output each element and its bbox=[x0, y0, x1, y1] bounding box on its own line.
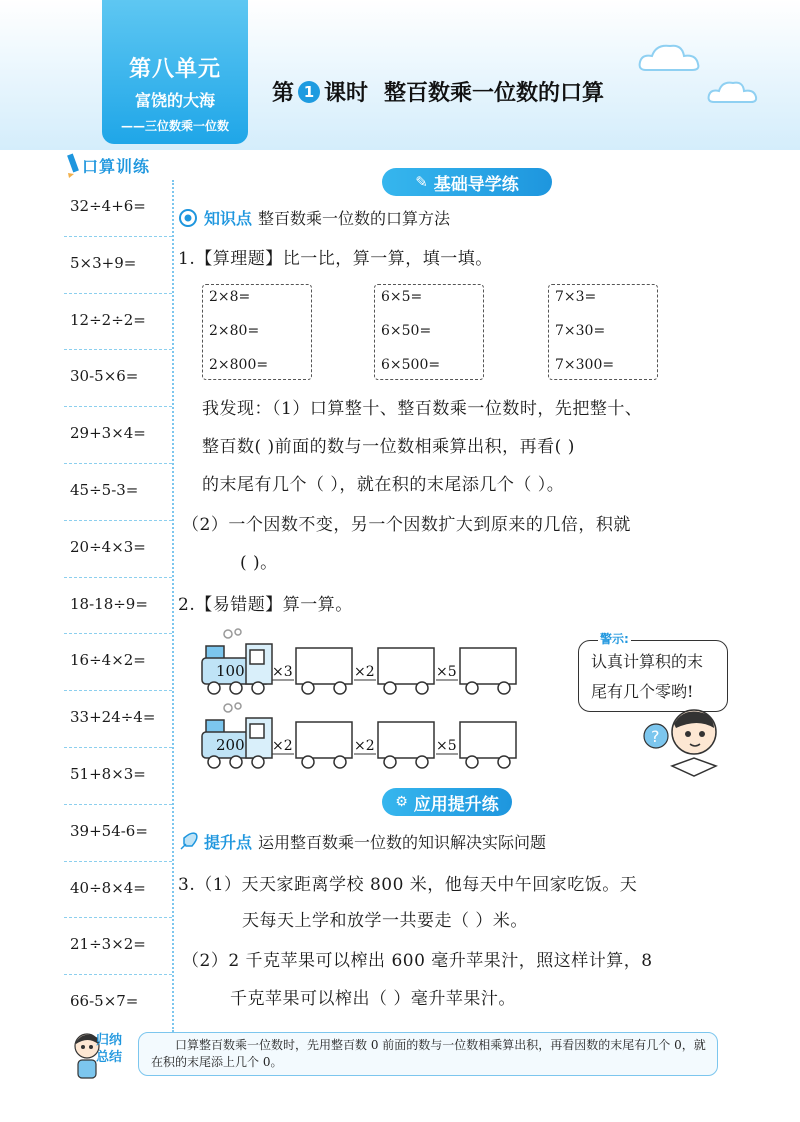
discover-line: 整百数( )前面的数与一位数相乘算出积，再看( ) bbox=[202, 437, 575, 457]
summary-label-line: 归纳 bbox=[96, 1033, 123, 1048]
point-tag: 知识点 bbox=[204, 209, 253, 228]
oral-item: 45÷5-3= bbox=[64, 464, 172, 521]
point-text: 运用整百数乘一位数的知识解决实际问题 bbox=[258, 833, 547, 852]
oral-item: 66-5×7= bbox=[70, 992, 139, 1011]
lesson-title bbox=[272, 76, 604, 107]
train-start-value: 100 bbox=[216, 662, 245, 680]
wrench-icon: ⚙ bbox=[395, 794, 408, 810]
calc-box bbox=[374, 284, 484, 380]
train-op: ×5 bbox=[436, 738, 457, 754]
summary-box bbox=[138, 1032, 718, 1076]
lesson-prefix: 第 bbox=[272, 81, 295, 106]
calc-line: 7×300= bbox=[555, 357, 615, 373]
oral-item: 16÷4×2= bbox=[64, 634, 172, 691]
tip-label: 警示: bbox=[600, 632, 629, 646]
answer-box[interactable] bbox=[378, 648, 434, 684]
lesson-suffix: 课时 bbox=[324, 81, 369, 106]
question-2-title: 2.【易错题】算一算。 bbox=[178, 595, 353, 615]
ruler-icon: ✎ bbox=[415, 173, 428, 191]
question-3-line: 千克苹果可以榨出（ ）毫升苹果汁。 bbox=[230, 989, 516, 1009]
train-start-value: 200 bbox=[216, 736, 245, 754]
discover-line: ( )。 bbox=[240, 553, 278, 573]
section-banner-applied bbox=[382, 788, 512, 816]
section-banner-label: 基础导学练 bbox=[433, 174, 519, 195]
answer-box[interactable] bbox=[296, 722, 352, 758]
train-op: ×5 bbox=[436, 664, 457, 680]
summary-text: 口算整百数乘一位数时，先用整百数 0 前面的数与一位数相乘算出积，再看因数的末尾有几个 0，就在积的末尾添上几个 0。 bbox=[151, 1038, 706, 1069]
discover-line: 我发现：（1）口算整十、整百数乘一位数时，先把整十、 bbox=[202, 399, 643, 419]
train-op: ×2 bbox=[354, 664, 375, 680]
answer-box[interactable] bbox=[378, 722, 434, 758]
calc-box bbox=[202, 284, 312, 380]
oral-item: 40÷8×4= bbox=[64, 862, 172, 919]
answer-box[interactable] bbox=[296, 648, 352, 684]
question-1-title: 1.【算理题】比一比，算一算，填一填。 bbox=[178, 249, 493, 269]
tip-line: 尾有几个零哟! bbox=[591, 682, 694, 701]
oral-list bbox=[64, 180, 174, 1032]
calc-line: 2×80= bbox=[209, 323, 260, 339]
oral-badge-label: 口算训练 bbox=[82, 157, 151, 176]
improve-point bbox=[178, 830, 546, 853]
unit-title: 第八单元 bbox=[128, 57, 221, 82]
boy-reading-icon bbox=[636, 704, 726, 778]
train-op: ×3 bbox=[272, 664, 293, 680]
target-icon bbox=[178, 208, 198, 228]
tip-line: 认真计算积的末 bbox=[591, 652, 704, 671]
calc-line: 7×3= bbox=[555, 289, 597, 305]
section-banner-basic bbox=[382, 168, 552, 196]
cloud-icon bbox=[636, 40, 706, 76]
calc-line: 6×500= bbox=[381, 357, 441, 373]
pencil-icon bbox=[64, 152, 82, 178]
oral-item: 29+3×4= bbox=[64, 407, 172, 464]
train-op: ×2 bbox=[354, 738, 375, 754]
oral-item: 33+24÷4= bbox=[64, 691, 172, 748]
oral-item: 39+54-6= bbox=[64, 805, 172, 862]
discover-line: （2）一个因数不变，另一个因数扩大到原来的几倍，积就 bbox=[182, 515, 631, 535]
oral-item: 21÷3×2= bbox=[64, 918, 172, 975]
oral-training-badge bbox=[64, 150, 174, 180]
answer-box[interactable] bbox=[460, 648, 516, 684]
train-2 bbox=[200, 702, 530, 772]
discover-line: 的末尾有几个（ ），就在积的末尾添几个（ ）。 bbox=[202, 475, 565, 495]
oral-item: 51+8×3= bbox=[64, 748, 172, 805]
section-banner-label: 应用提升练 bbox=[413, 794, 499, 815]
calc-line: 6×5= bbox=[381, 289, 423, 305]
point-tag: 提升点 bbox=[204, 833, 253, 852]
train-1 bbox=[200, 628, 530, 698]
oral-item: 12÷2÷2= bbox=[64, 294, 172, 351]
oral-item: 32÷4+6= bbox=[64, 180, 172, 237]
calc-box bbox=[548, 284, 658, 380]
unit-subtitle-2: ——三位数乘一位数 bbox=[120, 119, 229, 133]
point-text: 整百数乘一位数的口算方法 bbox=[258, 209, 451, 228]
tip-bubble bbox=[578, 640, 728, 712]
summary-label bbox=[96, 1032, 140, 1072]
calc-line: 2×8= bbox=[209, 289, 251, 305]
calc-line: 6×50= bbox=[381, 323, 432, 339]
knowledge-point bbox=[178, 206, 450, 229]
question-3-line: 3.（1）天天家距离学校 800 米，他每天中午回家吃饭。天 bbox=[178, 875, 638, 895]
unit-subtitle: 富饶的大海 bbox=[134, 91, 215, 110]
svg-text:?: ? bbox=[651, 727, 660, 746]
calc-line: 7×30= bbox=[555, 323, 606, 339]
rocket-icon bbox=[178, 832, 198, 852]
oral-item: 20÷4×3= bbox=[64, 521, 172, 578]
summary-label-line: 总结 bbox=[96, 1050, 123, 1065]
calc-line: 2×800= bbox=[209, 357, 269, 373]
oral-item: 5×3+9= bbox=[64, 237, 172, 294]
oral-item: 30-5×6= bbox=[64, 350, 172, 407]
train-op: ×2 bbox=[272, 738, 293, 754]
cloud-icon bbox=[706, 78, 762, 106]
lesson-name: 整百数乘一位数的口算 bbox=[384, 81, 605, 106]
question-3-line: 天每天上学和放学一共要走（ ）米。 bbox=[242, 911, 528, 931]
lesson-number: 1 bbox=[298, 81, 320, 103]
answer-box[interactable] bbox=[460, 722, 516, 758]
unit-tab bbox=[102, 0, 248, 144]
oral-item: 18-18÷9= bbox=[64, 578, 172, 635]
question-3-line: （2）2 千克苹果可以榨出 600 毫升苹果汁，照这样计算，8 bbox=[182, 951, 653, 971]
